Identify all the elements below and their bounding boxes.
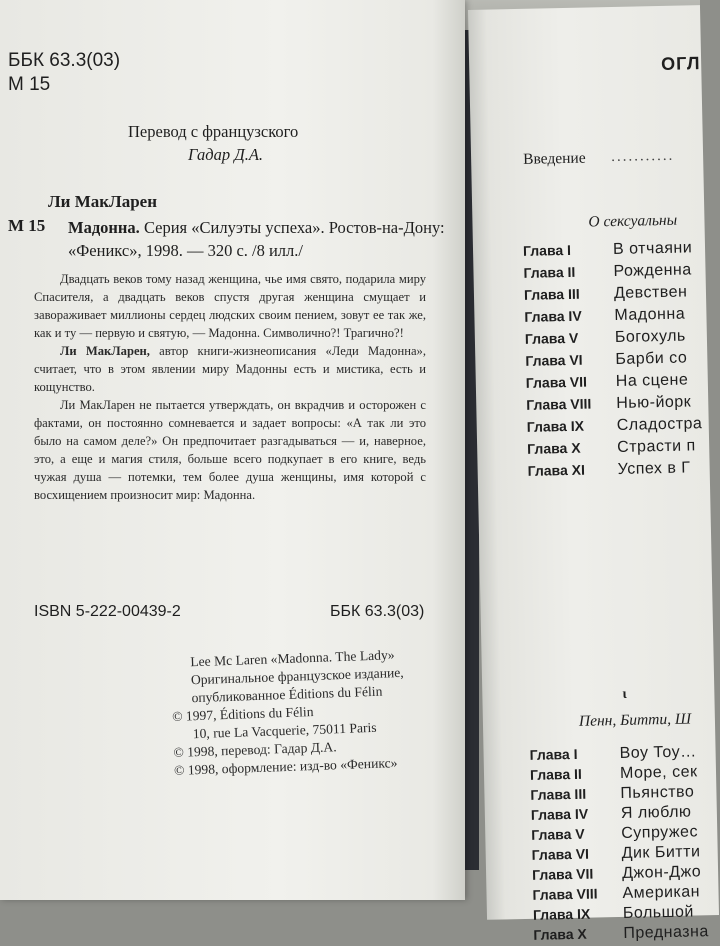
annotation-paragraph: Ли МакЛарен не пытается утверждать, он вкрадчив и осторожен с фактами, он постоянно сомневается и задает вопросы: «А так ли это было на самом деле?» Он предпочитает разгадываться — и, наверное, это, а еще и магия стиля, больше всего подкупает в его книге, ведь чужая душа — потемки, тем более душа женщины, имя которой с восхищением произносит мир: Мадонна.	[34, 398, 426, 502]
isbn: ISBN 5-222-00439-2	[34, 603, 181, 620]
toc-row: Глава V Супружес	[531, 823, 699, 843]
toc-row: Глава IX Большой	[532, 903, 695, 923]
copyright-line: © 1998, перевод: Гадар Д.А.	[173, 739, 337, 760]
original-edition-note: Оригинальное французское издание,	[190, 664, 404, 688]
original-publisher: опубликованное Éditions du Félin	[191, 683, 383, 706]
toc-row: Глава I Воу Тоу…	[529, 743, 697, 763]
copyright-line: © 1998, оформление: изд-во «Феникс»	[173, 755, 398, 778]
original-title: Lee Mc Laren «Madonna. The Lady»	[190, 647, 395, 670]
toc-row: Глава VI Дик Битти	[531, 843, 701, 863]
author-mark-code-entry: М 15	[8, 216, 46, 235]
toc-row: Глава IX Сладостра	[526, 415, 703, 435]
toc-intro-label: Введение	[522, 149, 586, 168]
toc-row: Глава III Пьянство	[530, 783, 695, 803]
translation-note: Перевод с французского	[128, 122, 299, 141]
toc-row: Глава VIII Нью-йорк	[526, 393, 692, 413]
toc-row: Глава V Богохуль	[524, 327, 686, 347]
bibliographic-details: Серия «Силуэты успеха». Ростов-на-Дону: «Феникс», 1998. — 320 с. /8 илл./	[68, 218, 445, 260]
contents-heading: ОГЛ	[660, 53, 701, 74]
toc-row: Глава X Страсти п	[527, 437, 696, 457]
toc-row: Глава VII Джон-Джо	[531, 863, 702, 883]
section-mark: ι	[622, 686, 627, 702]
author-mark-code: М 15	[8, 74, 51, 95]
author-name: Ли МакЛарен	[48, 192, 158, 211]
toc-section-title: Пенн, Битти, Ш	[578, 710, 692, 730]
bbk-code-bottom: ББК 63.3(03)	[330, 603, 425, 620]
bbk-code: ББК 63.3(03)	[8, 50, 121, 71]
toc-section-title: О сексуальны	[588, 211, 678, 231]
toc-row: Глава II Море, сек	[529, 763, 698, 783]
toc-row: Глава XI Успех в Г	[527, 459, 691, 479]
bibliographic-entry	[68, 216, 448, 262]
copyright-line: © 1997, Éditions du Félin	[171, 704, 314, 724]
toc-row: Глава VII На сцене	[525, 371, 689, 391]
toc-row: Глава IV Мадонна	[524, 305, 686, 325]
right-page	[468, 5, 719, 943]
translator-name: Гадар Д.А.	[188, 145, 264, 164]
annotation-paragraph: Ли МакЛарен, автор книги-жизнеописания «Леди Мадонна», считает, что в этом явлении миру Мадонны есть и мистика, есть и кощунство.	[34, 344, 426, 394]
copyright-block	[170, 646, 407, 780]
annotation-author: Ли МакЛарен,	[60, 344, 150, 358]
toc-row: Глава VI Барби со	[525, 349, 688, 369]
toc-row: Глава IV Я люблю	[530, 803, 692, 823]
annotation-paragraph: Двадцать веков тому назад женщина, чье имя свято, подарила миру Спасителя, а двадцать веков спустя другая женщина смущает и завораживает миллионы сердец людских своим пением, зовут ее так же, как и ту — первую и святую, — Мадонна. Символично?! Трагично?!	[34, 272, 426, 340]
toc-row: Глава X Предназна	[533, 923, 709, 943]
toc-row: Глава II Рожденна	[523, 261, 692, 281]
publisher-address: 10, rue La Vacquerie, 75011 Paris	[192, 719, 377, 742]
toc-row: Глава I В отчаяни	[522, 239, 693, 259]
annotation	[34, 270, 426, 504]
toc-leader-dots: ...........	[610, 147, 675, 166]
book-title: Мадонна.	[68, 218, 140, 237]
toc-row: Глава VIII Американ	[532, 883, 701, 903]
toc-row: Глава III Девствен	[523, 283, 688, 303]
